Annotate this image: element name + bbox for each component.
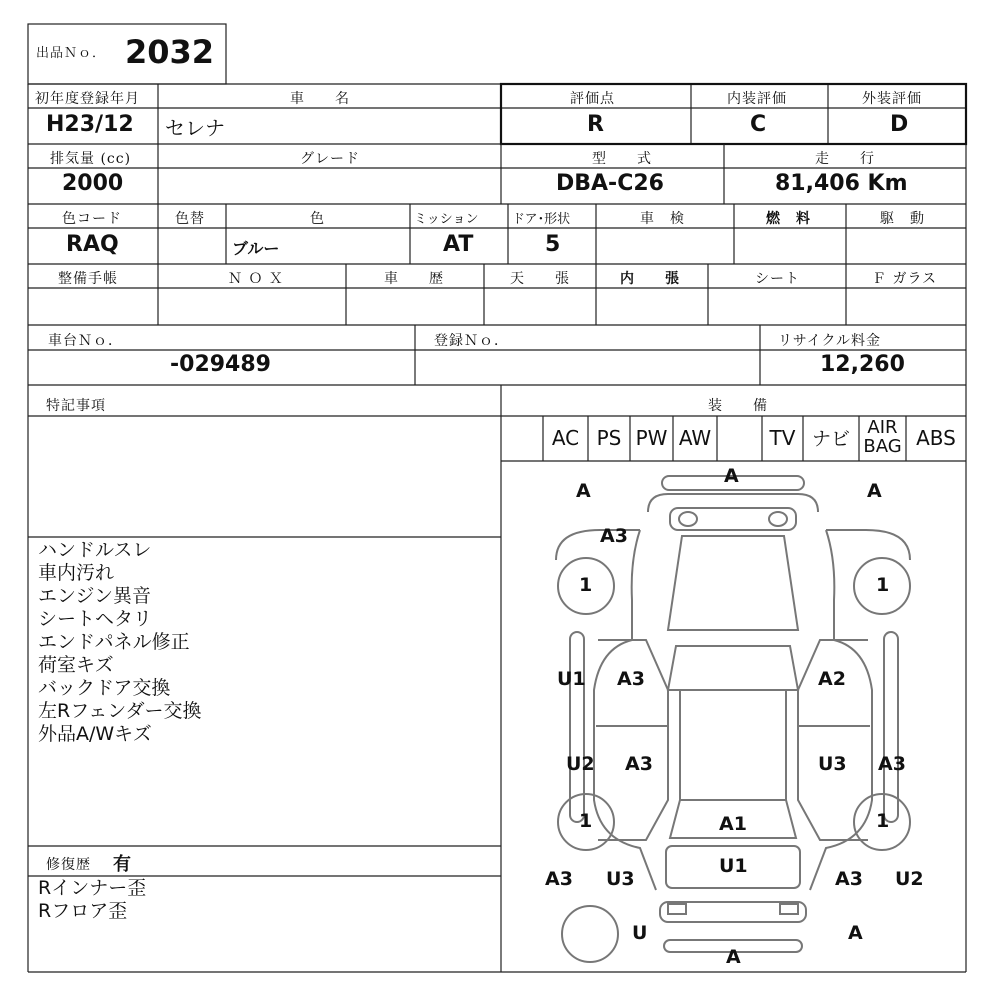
chassis-no-label: 車台Ｎｏ． xyxy=(48,333,123,349)
equipment-item-navi: ナビ xyxy=(811,428,850,450)
color-change-label: 色替 xyxy=(175,211,205,227)
equipment-item-ac: AC xyxy=(551,426,580,450)
remark-line: 外品A/Wキズ xyxy=(38,723,152,745)
transmission-label: ミッション xyxy=(414,212,479,227)
remark-line: シートヘタリ xyxy=(38,608,153,630)
repair-note-line: Rインナー歪 xyxy=(38,877,147,899)
repair-note-line: Rフロア歪 xyxy=(38,900,128,922)
lot-number: 2032 xyxy=(125,33,215,71)
remarks-list xyxy=(38,539,202,746)
damage-rear-left-quarter: A3 xyxy=(545,868,573,890)
damage-rear-left-wheel: 1 xyxy=(579,810,593,832)
remark-line: 車内汚れ xyxy=(38,562,115,584)
car-name-value: セレナ xyxy=(165,116,225,140)
remark-line: 荷室キズ xyxy=(38,654,114,676)
score-label: 評価点 xyxy=(570,91,615,107)
displacement-value: 2000 xyxy=(62,171,124,196)
damage-front-left-wheel: 1 xyxy=(579,574,593,596)
repair-history-label: 修復歴 xyxy=(46,857,91,873)
service-book-label: 整備手帳 xyxy=(58,271,118,287)
damage-rear-right-quarter: U2 xyxy=(895,868,924,890)
damage-right-rear-fender: U3 xyxy=(818,753,847,775)
remark-line: エンジン異音 xyxy=(38,585,152,607)
remarks-label: 特記事項 xyxy=(46,398,106,414)
mileage-label: 走 行 xyxy=(815,151,875,167)
displacement-label: 排気量 (cc) xyxy=(50,151,132,167)
remark-line: エンドパネル修正 xyxy=(38,631,190,653)
color-code-value: RAQ xyxy=(66,232,119,257)
damage-right-front-door: A2 xyxy=(818,668,846,690)
damage-rear-left-panel: U3 xyxy=(606,868,635,890)
mileage-value: 81,406 Km xyxy=(775,171,908,196)
doors-value: 5 xyxy=(545,232,561,257)
exterior-score-value: D xyxy=(890,112,909,137)
repair-notes-list xyxy=(38,877,146,923)
damage-rear-bumper-left: U xyxy=(632,922,648,944)
lot-label: 出品Ｎｏ． xyxy=(36,46,107,61)
damage-left-rear-fender: U2 xyxy=(566,753,595,775)
equipment-item-airbag: AIR BAG xyxy=(863,417,902,457)
inspection-label: 車 検 xyxy=(640,211,685,227)
grade-label: グレード xyxy=(300,151,360,167)
equipment-item-abs: ABS xyxy=(916,426,956,450)
damage-rear-right-wheel: 1 xyxy=(876,810,890,832)
damage-roof-rear: A1 xyxy=(719,813,747,835)
drive-label: 駆 動 xyxy=(880,211,925,227)
damage-front-bumper: A xyxy=(724,465,739,487)
damage-front-right-corner: A xyxy=(867,480,882,502)
exterior-score-label: 外装評価 xyxy=(862,91,922,107)
damage-rear-bumper-right: A xyxy=(848,922,863,944)
interior-score-label: 内装評価 xyxy=(727,91,787,107)
repair-history-value: 有 xyxy=(113,854,131,875)
reg-no-label: 登録Ｎｏ． xyxy=(434,333,509,349)
sunroof-label: 天 張 xyxy=(510,271,570,287)
equipment-item-aw: AW xyxy=(678,426,712,450)
recycle-fee-label: リサイクル料金 xyxy=(778,333,882,349)
first-reg-value: H23/12 xyxy=(46,112,134,137)
car-name-label: 車 名 xyxy=(290,91,350,107)
damage-left-front-fender: U1 xyxy=(557,668,586,690)
remark-line: ハンドルスレ xyxy=(38,539,152,561)
equipment-item-ps: PS xyxy=(596,426,622,450)
recycle-fee-value: 12,260 xyxy=(820,352,905,377)
interior-lining-label: 内 張 xyxy=(620,271,680,287)
damage-front-right-wheel: 1 xyxy=(876,574,890,596)
damage-back-door: U1 xyxy=(719,855,748,877)
damage-front-left-corner: A xyxy=(576,480,591,502)
model-label: 型 式 xyxy=(592,151,652,167)
f-glass-label: Ｆ ガラス xyxy=(872,271,938,287)
doors-label: ドア･形状 xyxy=(512,212,571,227)
damage-left-rear-door: A3 xyxy=(625,753,653,775)
interior-score-value: C xyxy=(750,112,767,137)
damage-right-rear-quarter: A3 xyxy=(878,753,906,775)
model-value: DBA-C26 xyxy=(556,171,664,196)
remark-line: 左Rフェンダー交換 xyxy=(38,700,202,722)
nox-label: Ｎ Ｏ Ｘ xyxy=(228,271,284,287)
remark-line: バックドア交換 xyxy=(38,677,171,699)
history-label: 車 歴 xyxy=(384,271,444,287)
color-code-label: 色コード xyxy=(62,211,122,227)
damage-rear-bumper: A xyxy=(726,946,741,968)
damage-hood: A3 xyxy=(600,525,628,547)
transmission-value: AT xyxy=(443,232,474,257)
equipment-item-tv: TV xyxy=(769,426,796,450)
fuel-label: 燃 料 xyxy=(766,211,811,227)
equipment-item-pw: PW xyxy=(635,426,668,450)
color-label: 色 xyxy=(310,211,325,227)
color-value: ブルー xyxy=(232,239,280,258)
damage-rear-right-panel: A3 xyxy=(835,868,863,890)
equipment-label: 装 備 xyxy=(708,398,768,414)
chassis-no-value: -029489 xyxy=(170,352,271,377)
damage-left-front-door: A3 xyxy=(617,668,645,690)
seat-label: シート xyxy=(755,271,800,287)
first-reg-label: 初年度登録年月 xyxy=(35,91,140,107)
score-value: R xyxy=(587,112,604,137)
